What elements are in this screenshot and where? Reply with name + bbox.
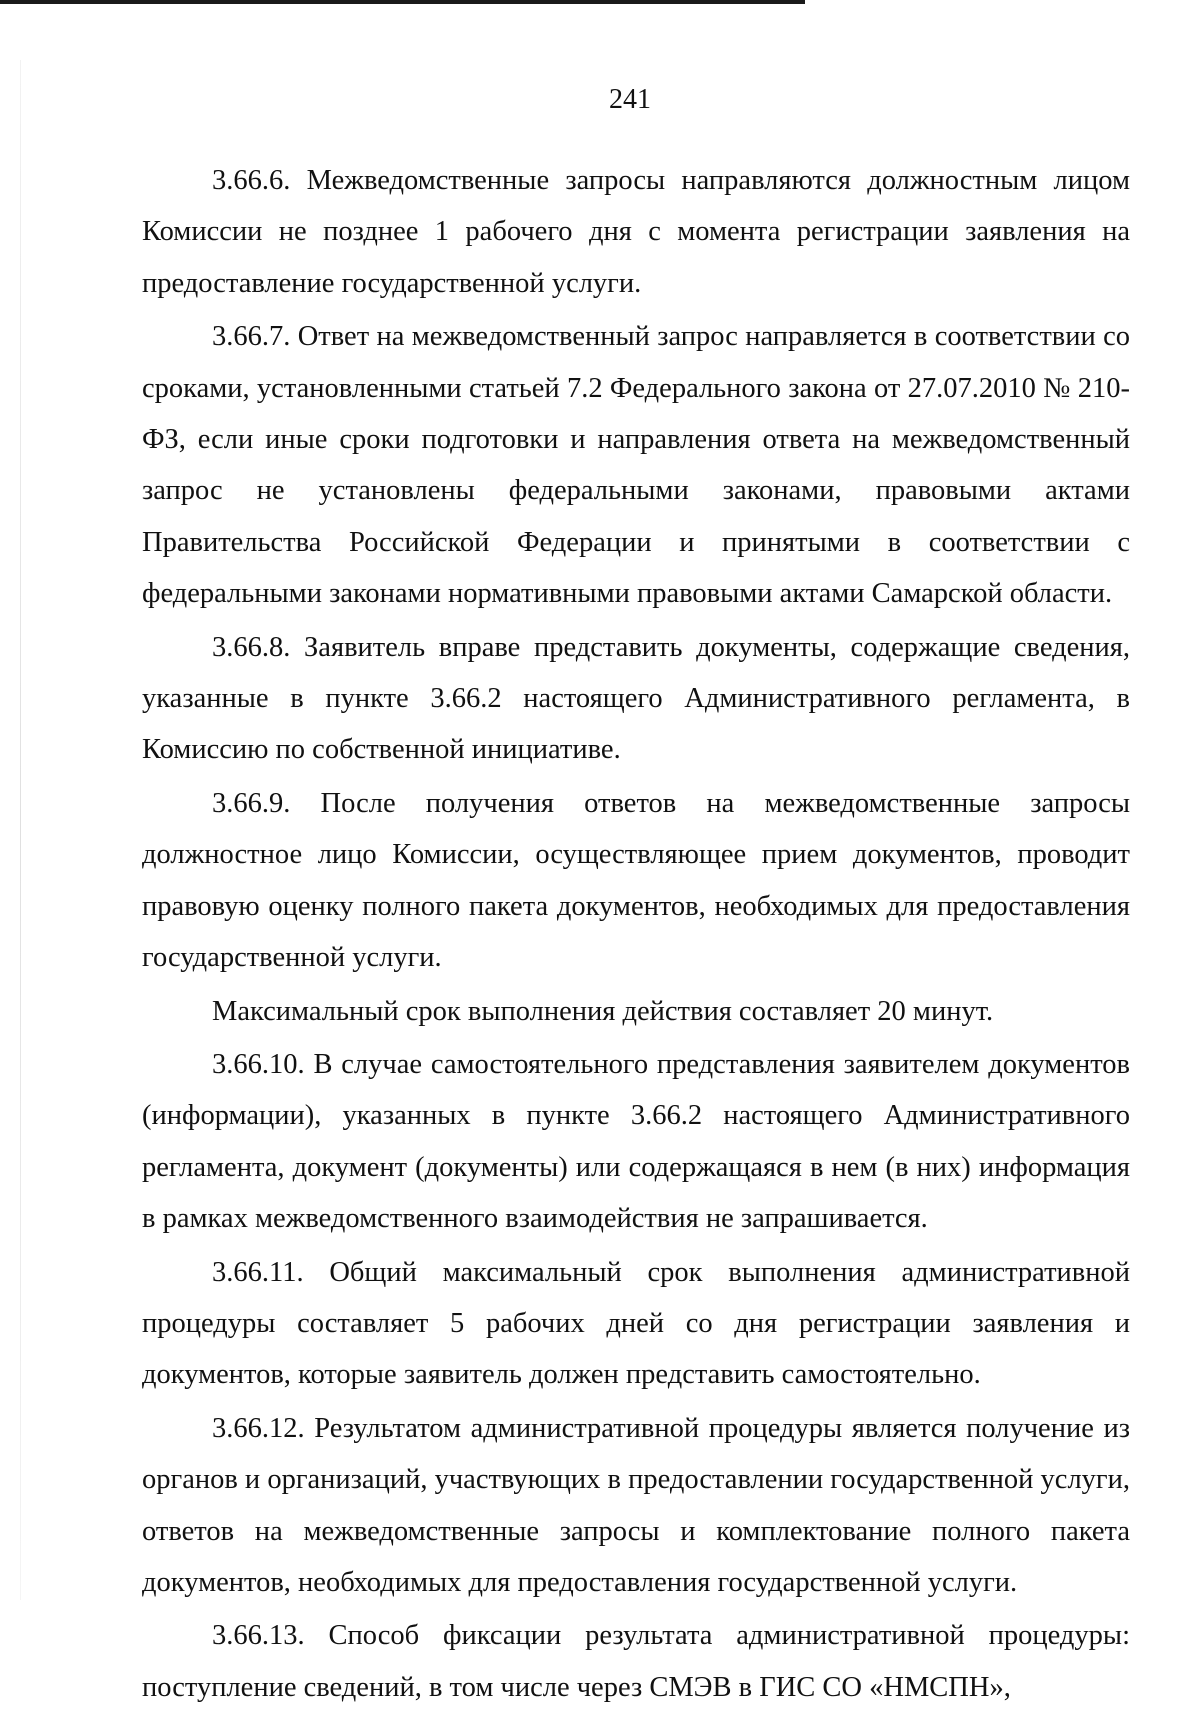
scan-left-edge xyxy=(20,60,21,1600)
document-body xyxy=(142,155,1130,1715)
paragraph-3-66-12: 3.66.12. Результатом административной процедуры является получение из органов и организаций, участвующих в предоставлении государственной услуги, ответов на межведомственные запросы и комплектование полного пакета документов, необходимых для предоставления государственной услуги. xyxy=(142,1412,1130,1598)
paragraph-3-66-9: 3.66.9. После получения ответов на межведомственные запросы должностное лицо Комиссии, осуществляющее прием документов, проводит правовую оценку полного пакета документов, необходимых для предоставления государственной услуги. xyxy=(142,787,1130,974)
page-number: 241 xyxy=(609,84,651,115)
paragraph-max-time: Максимальный срок выполнения действия составляет 20 минут. xyxy=(212,995,994,1027)
paragraph-3-66-11: 3.66.11. Общий максимальный срок выполнения административной процедуры составляет 5 рабочих дней со дня регистрации заявления и документов, которые заявитель должен представить самостоятельно. xyxy=(142,1256,1130,1391)
paragraph-3-66-7: 3.66.7. Ответ на межведомственный запрос направляется в соответствии со сроками, установленными статьей 7.2 Федерального закона от 27.07.2010 № 210-ФЗ, если иные сроки подготовки и направления ответа на межведомственный запрос не установлены федеральными законами, правовыми актами Правительства Российской Федерации и принятыми в соответствии с федеральными законами нормативными правовыми актами Самарской области. xyxy=(142,321,1130,610)
paragraph-3-66-10: 3.66.10. В случае самостоятельного представления заявителем документов (информации), указанных в пункте 3.66.2 настоящего Административного регламента, документ (документы) или содержащаяся в нем (в них) информация в рамках межведомственного взаимодействия не запрашивается. xyxy=(142,1048,1130,1235)
paragraph-3-66-13: 3.66.13. Способ фиксации результата административной процедуры: поступление сведений, в том числе через СМЭВ в ГИС СО «НМСПН», xyxy=(142,1620,1130,1703)
paragraph-3-66-6: 3.66.6. Межведомственные запросы направляются должностным лицом Комиссии не позднее 1 рабочего дня с момента регистрации заявления на предоставление государственной услуги. xyxy=(142,165,1130,299)
paragraph-3-66-8: 3.66.8. Заявитель вправе представить документы, содержащие сведения, указанные в пункте 3.66.2 настоящего Административного регламента, в Комиссию по собственной инициативе. xyxy=(142,631,1130,766)
scan-top-border xyxy=(0,0,805,4)
